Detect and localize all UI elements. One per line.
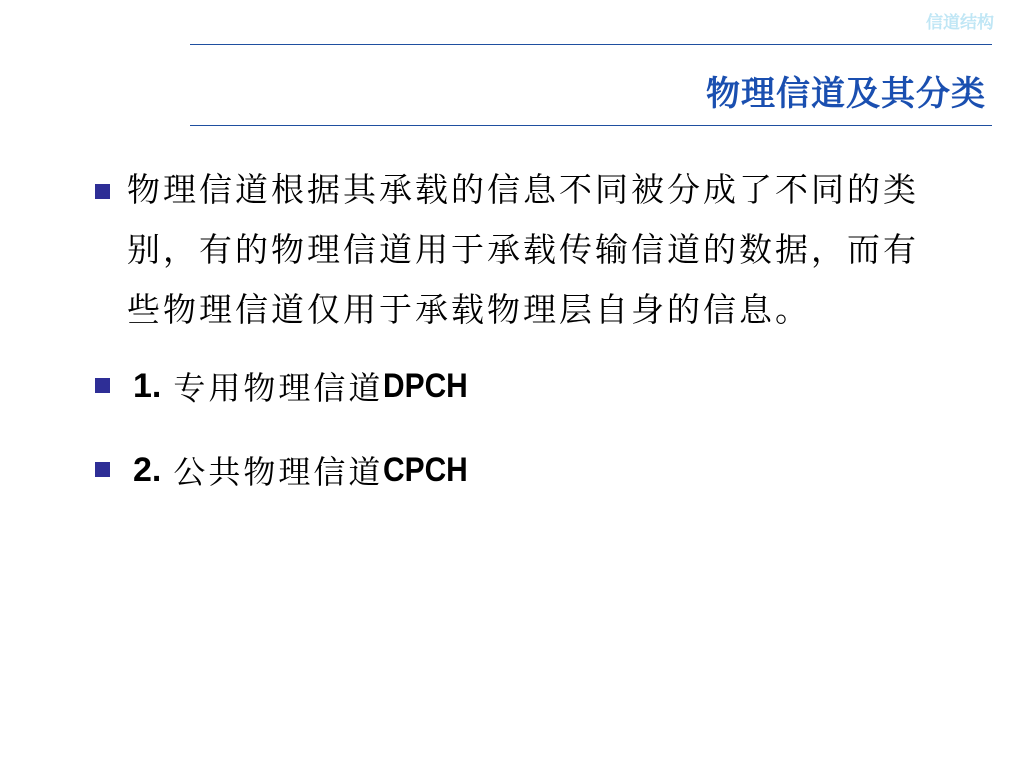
slide-title: 物理信道及其分类 [706, 74, 986, 114]
bullet-code: DPCH [383, 366, 469, 405]
square-bullet-icon [95, 378, 110, 393]
bullet-code: CPCH [383, 450, 469, 489]
bullet-label: 公共物理信道 [173, 453, 384, 491]
square-bullet-icon [95, 184, 110, 199]
square-bullet-icon [95, 462, 110, 477]
bullet-number: 2. [133, 450, 162, 489]
bullet-list [95, 160, 935, 508]
bullet-number: 1. [133, 366, 162, 405]
header-rule-top [190, 44, 992, 45]
bullet-item [95, 348, 935, 424]
header-rule-bottom [190, 125, 992, 126]
bullet-label: 专用物理信道 [173, 369, 384, 407]
bullet-item [95, 160, 927, 340]
bullet-item [95, 432, 935, 508]
section-tag: 信道结构 [926, 13, 994, 33]
bullet-text: 物理信道根据其承载的信息不同被分成了不同的类别，有的物理信道用于承载传输信道的数据，而有些物理信道仅用于承载物理层自身的信息。 [127, 170, 919, 329]
